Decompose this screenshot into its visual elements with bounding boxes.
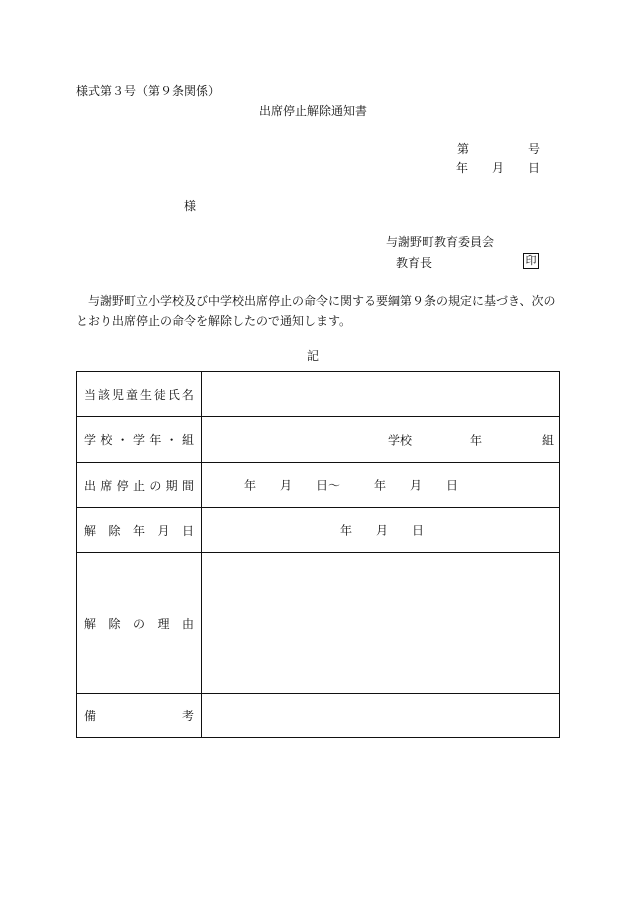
- label-char: ・: [116, 433, 129, 447]
- issuer-head: 教育長: [396, 256, 433, 270]
- period-end-day: 日: [446, 478, 459, 493]
- grade-unit: 年: [470, 433, 483, 447]
- label-char: 席: [100, 478, 113, 493]
- label-char: 児: [111, 387, 124, 402]
- label-char: ・: [165, 433, 178, 447]
- table-row: [77, 694, 560, 738]
- issuer-org: 与謝野町教育委員会: [386, 235, 495, 249]
- seal-mark: 印: [523, 253, 539, 269]
- period-start-month: 月: [280, 478, 293, 493]
- body-line-2: とおり出席停止の命令を解除したので通知します。: [76, 314, 352, 328]
- label-suspension-period: [77, 463, 202, 508]
- label-char: 除: [108, 523, 121, 538]
- label-char: の: [149, 478, 162, 493]
- label-release-reason: [77, 553, 202, 694]
- label-char: 学: [84, 433, 97, 447]
- label-char: 除: [108, 616, 121, 631]
- period-end-month: 月: [410, 478, 423, 493]
- ki-heading: 記: [307, 349, 320, 363]
- number-suffix: 号: [528, 142, 541, 156]
- label-char: 解: [84, 616, 97, 631]
- value-release-reason[interactable]: [202, 553, 560, 694]
- table-row: [77, 372, 560, 417]
- label-char: 年: [132, 523, 145, 538]
- value-student-name[interactable]: [202, 372, 560, 417]
- label-char: 月: [157, 523, 170, 538]
- label-student-name: [77, 372, 202, 417]
- label-char: 氏: [167, 387, 180, 402]
- label-char: 止: [132, 478, 145, 493]
- label-char: 考: [181, 709, 194, 723]
- label-char: 学: [132, 433, 145, 447]
- release-month: 月: [376, 523, 389, 538]
- release-day: 日: [412, 523, 425, 538]
- label-char: の: [132, 616, 145, 631]
- date-day: 日: [528, 161, 541, 175]
- label-char: 日: [181, 523, 194, 538]
- notice-table: [76, 371, 560, 738]
- label-char: 由: [181, 616, 194, 631]
- value-release-date[interactable]: [202, 508, 560, 553]
- form-id: 様式第３号（第９条関係）: [76, 84, 221, 98]
- value-remarks[interactable]: [202, 694, 560, 738]
- table-row: [77, 417, 560, 463]
- label-remarks: [77, 694, 202, 738]
- label-char: 出: [84, 478, 97, 493]
- table-row: [77, 553, 560, 694]
- body-line-1: 与謝野町立小学校及び中学校出席停止の命令に関する要綱第９条の規定に基づき、次の: [88, 294, 556, 308]
- recipient-suffix: 様: [184, 199, 197, 213]
- release-year: 年: [340, 523, 353, 538]
- label-school-grade-class: [77, 417, 202, 463]
- label-char: 理: [157, 616, 170, 631]
- label-char: 徒: [153, 387, 166, 402]
- label-char: 停: [116, 478, 129, 493]
- label-char: 名: [181, 387, 194, 402]
- value-school-grade-class[interactable]: [202, 417, 560, 463]
- period-start-year: 年: [244, 478, 257, 493]
- label-char: 童: [125, 387, 138, 402]
- label-char: 期: [165, 478, 178, 493]
- value-suspension-period[interactable]: [202, 463, 560, 508]
- label-char: 組: [181, 433, 194, 447]
- label-char: 間: [181, 478, 194, 493]
- date-year: 年: [456, 161, 469, 175]
- school-unit: 学校: [388, 433, 413, 447]
- table-row: [77, 508, 560, 553]
- class-unit: 組: [542, 433, 555, 447]
- period-end-year: 年: [374, 478, 387, 493]
- period-start-day: 日～: [316, 478, 341, 493]
- label-release-date: [77, 508, 202, 553]
- label-char: 解: [84, 523, 97, 538]
- number-prefix: 第: [457, 142, 470, 156]
- table-row: [77, 463, 560, 508]
- label-char: 校: [100, 433, 113, 447]
- label-char: 年: [149, 433, 162, 447]
- label-char: 生: [139, 387, 152, 402]
- document-title: 出席停止解除通知書: [259, 104, 368, 118]
- label-char: 備: [84, 709, 97, 723]
- label-char: 当: [84, 387, 97, 402]
- label-char: 該: [97, 387, 110, 402]
- date-month: 月: [492, 161, 505, 175]
